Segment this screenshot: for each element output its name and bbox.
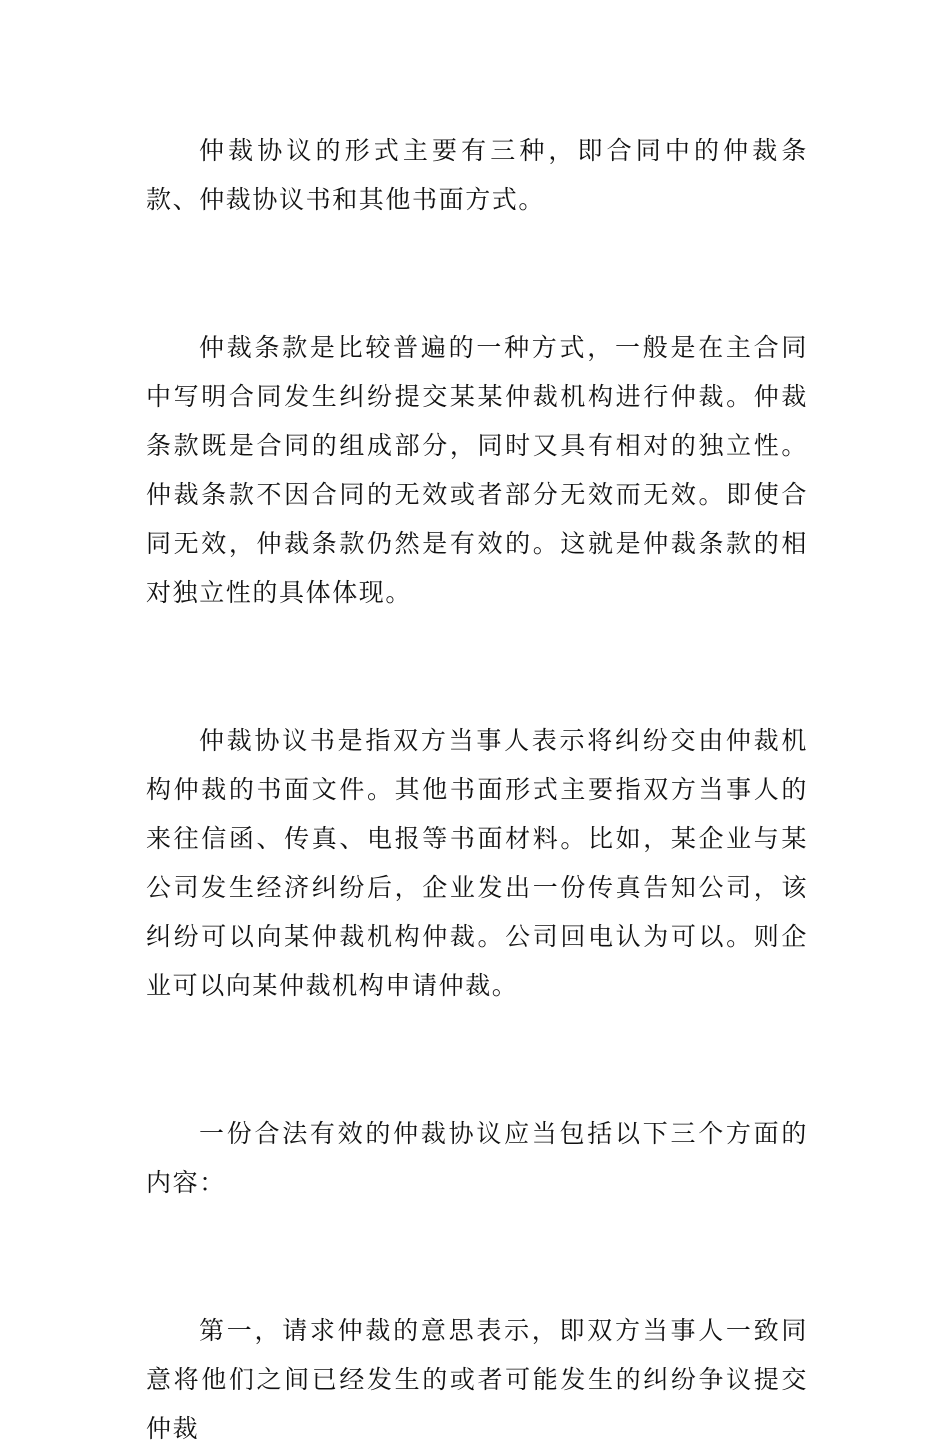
paragraph-first-requirement: 第一，请求仲裁的意思表示，即双方当事人一致同意将他们之间已经发生的或者可能发生的纠纷争议提交仲裁 <box>146 1316 808 1443</box>
paragraph-valid-agreement-contents: 一份合法有效的仲裁协议应当包括以下三个方面的内容： <box>146 1119 808 1197</box>
paragraph-arbitration-forms: 仲裁协议的形式主要有三种，即合同中的仲裁条款、仲裁协议书和其他书面方式。 <box>146 136 808 214</box>
paragraph-arbitration-clause: 仲裁条款是比较普遍的一种方式，一般是在主合同中写明合同发生纠纷提交某某仲裁机构进行仲裁。仲裁条款既是合同的组成部分，同时又具有相对的独立性。仲裁条款不因合同的无效或者部分无效而无效。即使合同无效，仲裁条款仍然是有效的。这就是仲裁条款的相对独立性的具体体现。 <box>146 333 808 607</box>
document-body <box>146 126 808 1453</box>
paragraph-arbitration-agreement: 仲裁协议书是指双方当事人表示将纠纷交由仲裁机构仲裁的书面文件。其他书面形式主要指双方当事人的来往信函、传真、电报等书面材料。比如，某企业与某公司发生经济纠纷后，企业发出一份传真告知公司，该纠纷可以向某仲裁机构仲裁。公司回电认为可以。则企业可以向某仲裁机构申请仲裁。 <box>146 726 808 1000</box>
